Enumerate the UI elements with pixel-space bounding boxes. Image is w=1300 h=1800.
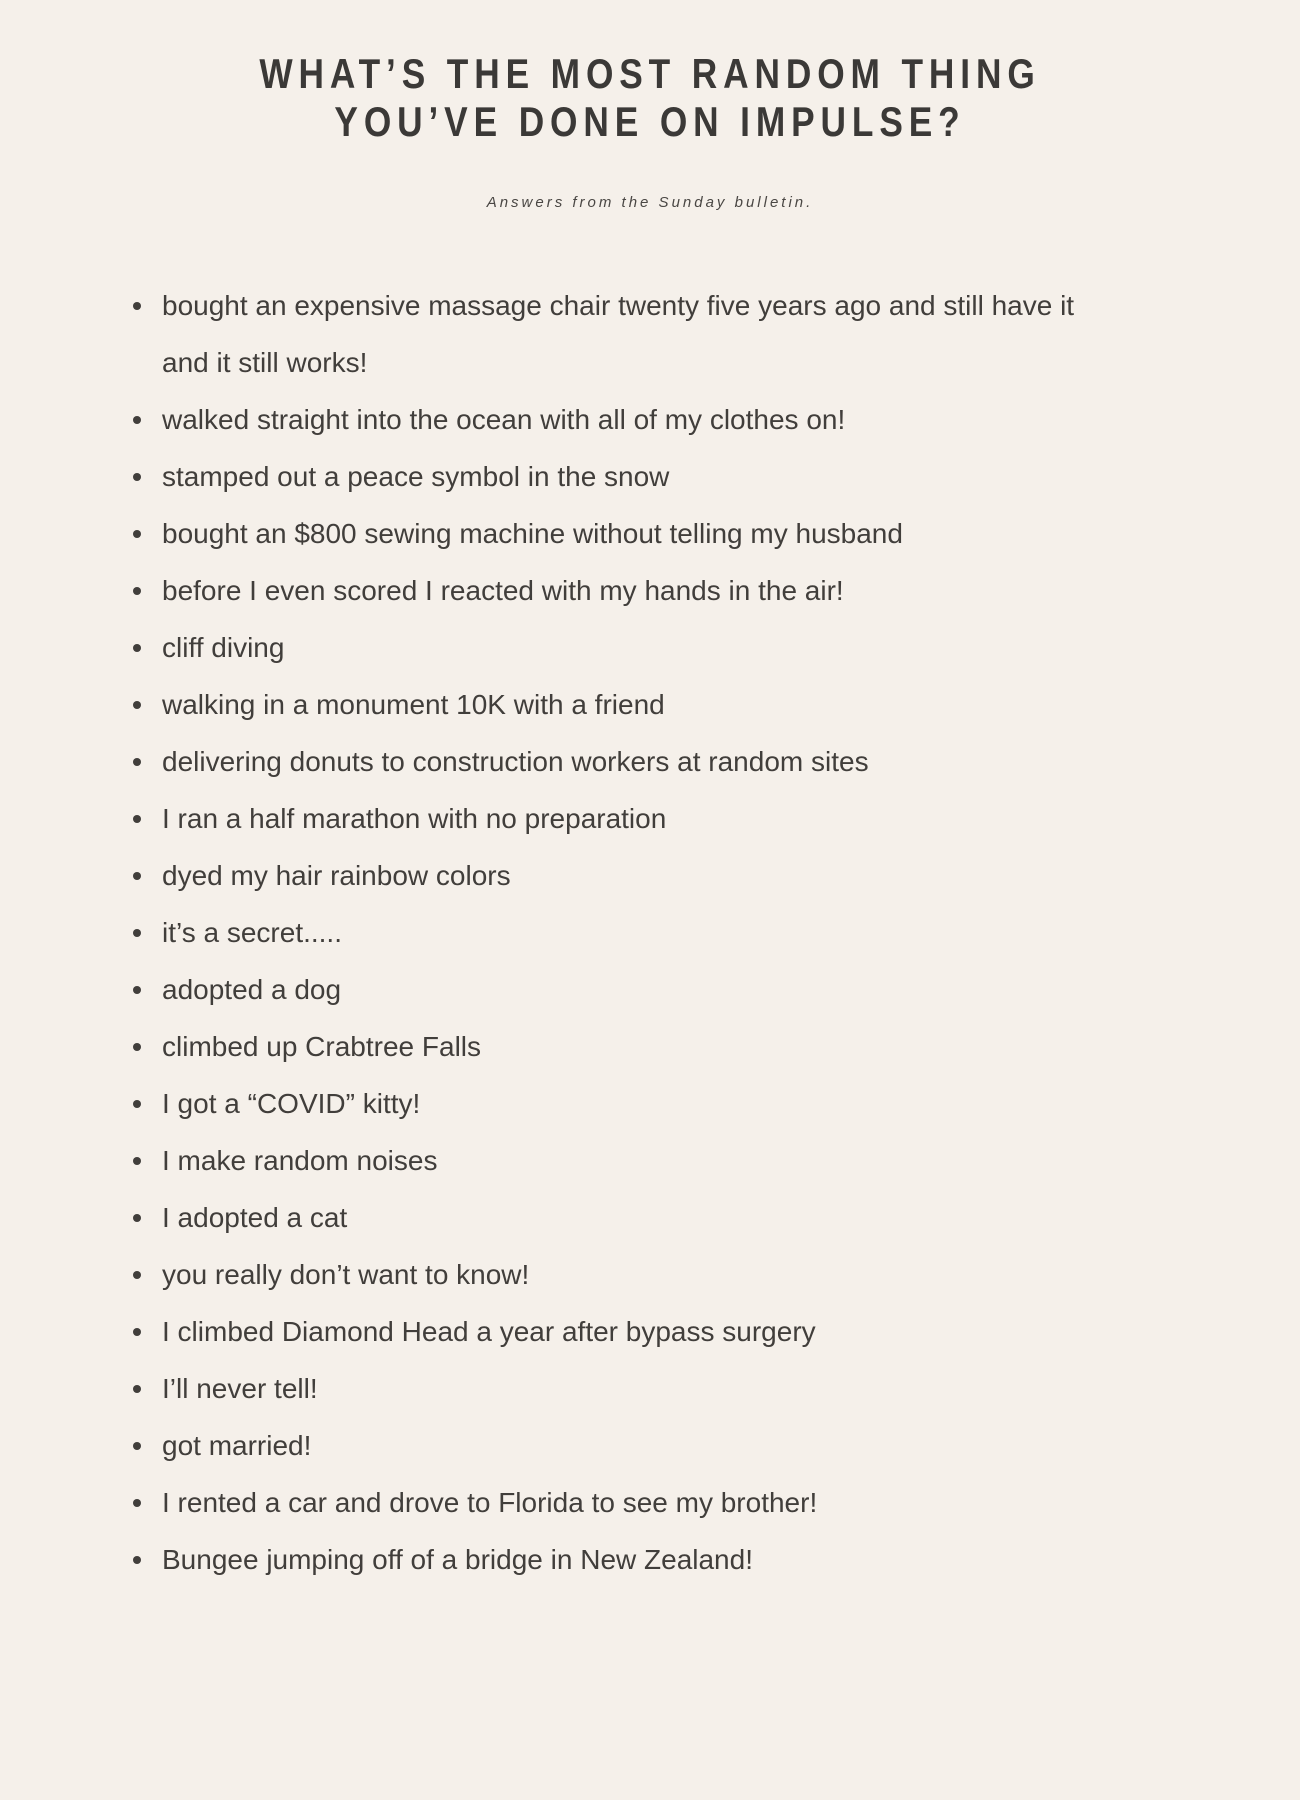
answer-text: dyed my hair rainbow colors — [162, 860, 511, 891]
bullet-icon — [133, 1214, 141, 1222]
bullet-icon — [133, 1157, 141, 1165]
answer-text: cliff diving — [162, 632, 285, 663]
bullet-icon — [133, 1043, 141, 1051]
list-item — [116, 1303, 1092, 1360]
bullet-icon — [133, 1556, 141, 1564]
list-item — [116, 1246, 1092, 1303]
answer-text: walking in a monument 10K with a friend — [162, 689, 665, 720]
list-item — [116, 904, 1092, 961]
answer-text: before I even scored I reacted with my hands in the air! — [162, 575, 844, 606]
page-title — [104, 50, 1196, 146]
list-item — [116, 676, 1092, 733]
bullet-icon — [133, 1442, 141, 1450]
answer-text: bought an expensive massage chair twenty five years ago and still have it and it still works! — [162, 290, 1075, 378]
list-item — [116, 1474, 1092, 1531]
answer-text: climbed up Crabtree Falls — [162, 1031, 482, 1062]
list-item — [116, 277, 1092, 391]
list-item — [116, 1018, 1092, 1075]
bullet-icon — [133, 1328, 141, 1336]
bullet-icon — [133, 1499, 141, 1507]
bullet-icon — [133, 473, 141, 481]
page-title-line-1: WHAT’S THE MOST RANDOM THING — [259, 50, 1041, 97]
answer-text: delivering donuts to construction workers at random sites — [162, 746, 869, 777]
page-title-line-2: YOU’VE DONE ON IMPULSE? — [334, 98, 966, 145]
answer-text: got married! — [162, 1430, 312, 1461]
list-item — [116, 733, 1092, 790]
bullet-icon — [133, 1100, 141, 1108]
answer-text: I’ll never tell! — [162, 1373, 318, 1404]
page-subtitle: Answers from the Sunday bulletin. — [486, 194, 814, 211]
answer-text: adopted a dog — [162, 974, 342, 1005]
bullet-icon — [133, 1271, 141, 1279]
bullet-icon — [133, 701, 141, 709]
list-item — [116, 1132, 1092, 1189]
bullet-icon — [133, 815, 141, 823]
list-item — [116, 1531, 1092, 1588]
answer-text: it’s a secret..... — [162, 917, 342, 948]
answer-text: you really don’t want to know! — [162, 1259, 530, 1290]
list-item — [116, 562, 1092, 619]
bullet-icon — [133, 302, 141, 310]
bullet-icon — [133, 416, 141, 424]
bullet-icon — [133, 1385, 141, 1393]
list-item — [116, 961, 1092, 1018]
answer-text: walked straight into the ocean with all of my clothes on! — [162, 404, 846, 435]
list-item — [116, 1189, 1092, 1246]
list-item — [116, 619, 1092, 676]
bullet-icon — [133, 758, 141, 766]
bullet-icon — [133, 872, 141, 880]
answer-text: I adopted a cat — [162, 1202, 348, 1233]
answer-text: I rented a car and drove to Florida to see my brother! — [162, 1487, 818, 1518]
answer-text: I make random noises — [162, 1145, 438, 1176]
bullet-icon — [133, 530, 141, 538]
list-item — [116, 391, 1092, 448]
answer-text: I climbed Diamond Head a year after bypass surgery — [162, 1316, 816, 1347]
list-item — [116, 1075, 1092, 1132]
answer-text: I ran a half marathon with no preparation — [162, 803, 667, 834]
list-item — [116, 448, 1092, 505]
list-item — [116, 847, 1092, 904]
list-item — [116, 1360, 1092, 1417]
answers-list — [116, 277, 1092, 1588]
bullet-icon — [133, 644, 141, 652]
bullet-icon — [133, 929, 141, 937]
answer-text: I got a “COVID” kitty! — [162, 1088, 421, 1119]
bullet-icon — [133, 587, 141, 595]
answer-text: bought an $800 sewing machine without telling my husband — [162, 518, 903, 549]
bullet-icon — [133, 986, 141, 994]
list-item — [116, 1417, 1092, 1474]
answer-text: Bungee jumping off of a bridge in New Zealand! — [162, 1544, 753, 1575]
list-item — [116, 505, 1092, 562]
answer-text: stamped out a peace symbol in the snow — [162, 461, 670, 492]
list-item — [116, 790, 1092, 847]
